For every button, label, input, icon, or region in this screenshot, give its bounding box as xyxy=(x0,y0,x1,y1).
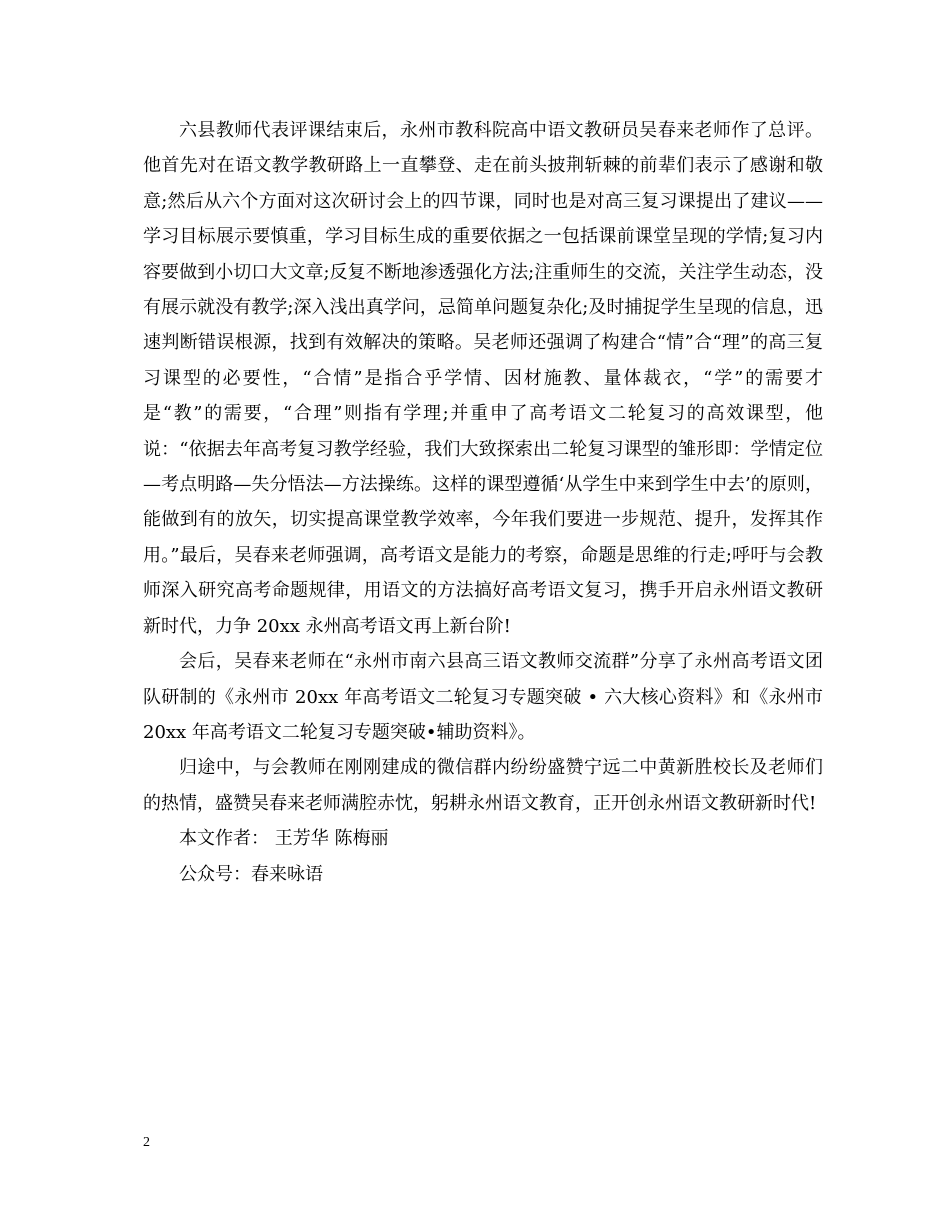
author-line: 本文作者： 王芳华 陈梅丽 xyxy=(179,828,389,850)
account-line: 公众号：春来咏语 xyxy=(179,863,323,885)
page-number: 2 xyxy=(143,1135,150,1150)
paragraph-summary-review: 六县教师代表评课结束后，永州市教科院高中语文教研员吴春来老师作了总评。他首先对在语文教学教研路上一直攀登、走在前头披荆斩棘的前辈们表示了感谢和敬意;然后从六个方面对这次研讨会上的四节课，同时也是对高三复习课提出了建议——学习目标展示要慎重，学习目标生成的重要依据之一包括课前课堂呈现的学情;复习内容要做到小切口大文章;反复不断地渗透强化方法;注重师生的交流，关注学生动态，没有展示就没有教学;深入浅出真学问，忌简单问题复杂化;及时捕捉学生呈现的信息，迅速判断错误根源，找到有效解决的策略。吴老师还强调了构建合“情”合“理”的高三复习课型的必要性，“合情”是指合乎学情、因材施教、量体裁衣，“学”的需要才是“教”的需要，“合理”则指有学理;并重申了高考语文二轮复习的高效课型，他说：“依据去年高考复习教学经验，我们大致探索出二轮复习课型的雏形即：学情定位—考点明路—失分悟法—方法操练。这样的课型遵循‘从学生中来到学生中去’的原则，能做到有的放矢，切实提高课堂教学效率，今年我们要进一步规范、提升，发挥其作用。”最后，吴春来老师强调，高考语文是能力的考察，命题是思维的行走;呼吁与会教师深入研究高考命题规律，用语文的方法搞好高考语文复习，携手开启永州语文教研新时代，力争 20xx 永州高考语文再上新台阶! xyxy=(143,120,823,637)
paragraph-return-trip: 归途中，与会教师在刚刚建成的微信群内纷纷盛赞宁远二中黄新胜校长及老师们的热情，盛赞吴春来老师满腔赤忱，躬耕永州语文教育，正开创永州语文教研新时代! xyxy=(143,757,823,814)
article-body xyxy=(143,113,823,892)
paragraph-materials-shared: 会后，吴春来老师在“永州市南六县高三语文教师交流群”分享了永州高考语文团队研制的《永州市 20xx 年高考语文二轮复习专题突破 • 六大核心资料》和《永州市 20xx 年高考语文二轮复习专题突破•辅助资料》。 xyxy=(143,651,823,743)
